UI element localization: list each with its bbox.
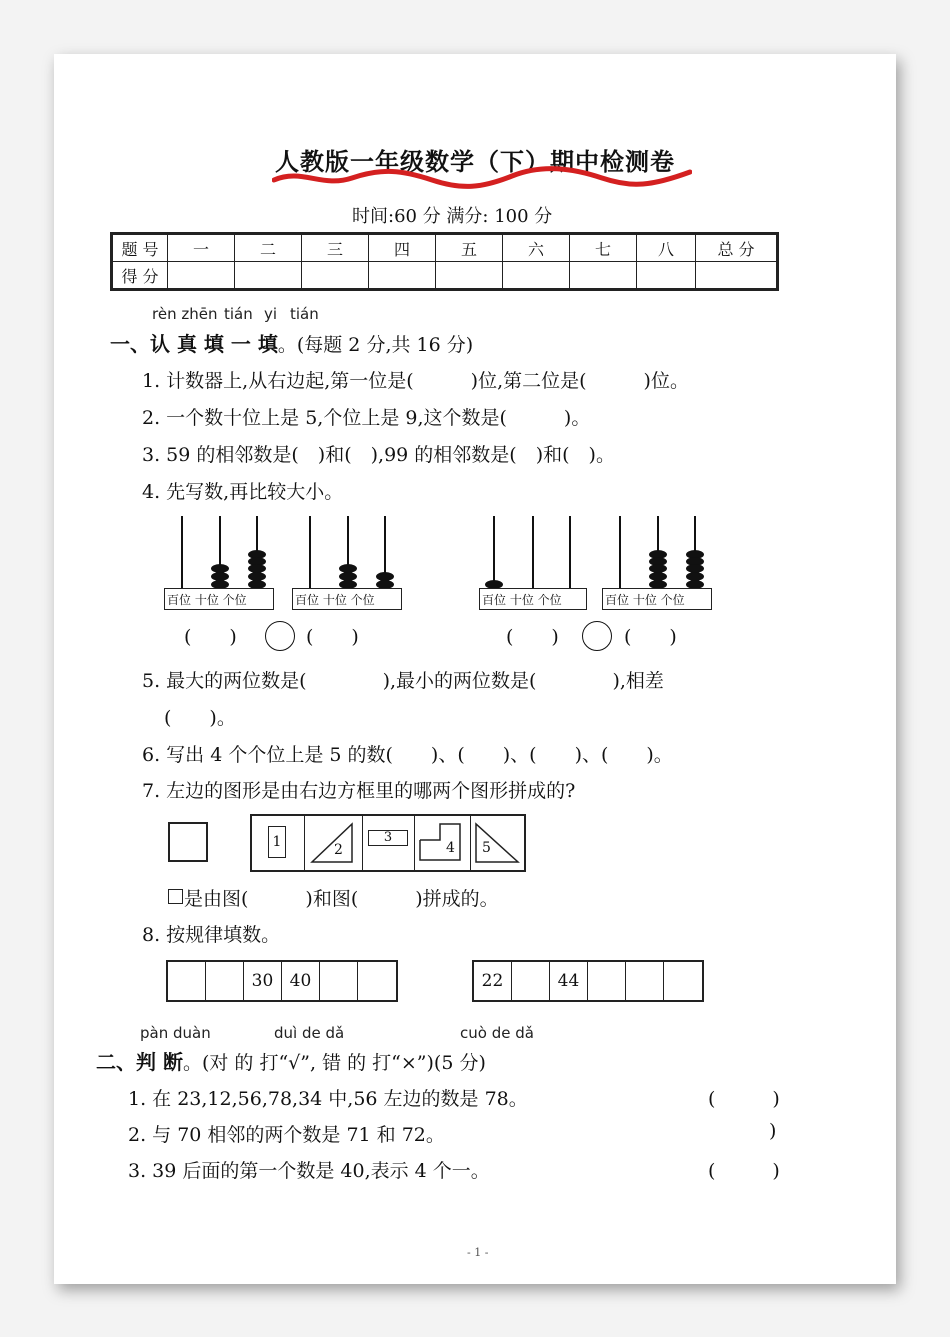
number-sequence-2 xyxy=(472,960,704,1002)
shape-option-2[interactable] xyxy=(304,816,363,870)
score-header-cell: 三 xyxy=(302,234,369,262)
pinyin-tian: tián xyxy=(224,305,253,323)
exam-info: 时间:60 分 满分: 100 分 xyxy=(352,206,553,227)
score-header-cell: 七 xyxy=(570,234,637,262)
shape-option-1[interactable] xyxy=(252,816,305,870)
page-number: - 1 - xyxy=(467,1246,489,1259)
score-header-cell: 二 xyxy=(235,234,302,262)
sequence-cell[interactable] xyxy=(168,962,206,1000)
question-7: 7. 左边的图形是由右边方框里的哪两个图形拼成的? xyxy=(142,780,576,802)
sequence-cell[interactable] xyxy=(588,962,626,1000)
question-5: 5. 最大的两位数是( ),最小的两位数是( ),相差 xyxy=(142,670,664,692)
score-input-cell[interactable] xyxy=(235,262,302,290)
score-input-cell[interactable] xyxy=(696,262,778,290)
pinyin-panduan: pàn duàn xyxy=(140,1024,211,1042)
pinyin-renzhen: rèn zhēn xyxy=(152,305,218,323)
section1-points: 。(每题 2 分,共 16 分) xyxy=(277,334,474,356)
abacus-place-labels: 百位 十位 个位 xyxy=(479,588,587,610)
judge-item-3: 3. 39 后面的第一个数是 40,表示 4 个一。 xyxy=(128,1160,490,1182)
score-input-cell[interactable] xyxy=(302,262,369,290)
sequence-cell: 44 xyxy=(550,962,588,1000)
section1-title: 一、认 真 填 一 填 xyxy=(110,332,278,356)
score-table-score-row xyxy=(112,262,778,290)
question-3: 3. 59 的相邻数是( )和( ),99 的相邻数是( )和( )。 xyxy=(142,444,615,466)
triangle-shape xyxy=(470,816,524,870)
judge-item-2: 2. 与 70 相邻的两个数是 71 和 72。 xyxy=(128,1124,445,1146)
score-header-cell: 六 xyxy=(503,234,570,262)
score-header-cell: 四 xyxy=(369,234,436,262)
sequence-cell[interactable] xyxy=(320,962,358,1000)
pinyin-yi: yi xyxy=(264,305,278,323)
judge-answer-blank[interactable]: ( ) xyxy=(708,1160,780,1182)
shape-number: 2 xyxy=(334,842,343,858)
score-input-cell[interactable] xyxy=(570,262,637,290)
compare-blank[interactable]: ( ) xyxy=(624,626,677,648)
question-4: 4. 先写数,再比较大小。 xyxy=(142,481,344,503)
sequence-cell[interactable] xyxy=(206,962,244,1000)
question-8: 8. 按规律填数。 xyxy=(142,924,281,946)
judge-answer-blank[interactable]: ( ) xyxy=(708,1088,780,1110)
abacus-place-labels: 百位 十位 个位 xyxy=(292,588,402,610)
score-header-cell: 总 分 xyxy=(696,234,778,262)
compare-blank[interactable]: ( ) xyxy=(306,626,359,648)
score-input-cell[interactable] xyxy=(168,262,235,290)
score-header-cell: 一 xyxy=(168,234,235,262)
question-7-answer: 是由图( )和图( )拼成的。 xyxy=(184,888,499,910)
abacus-1 xyxy=(164,516,292,612)
page-title: 人教版一年级数学（下）期中检测卷 xyxy=(275,148,675,176)
target-square-shape xyxy=(168,822,208,862)
shape-number: 5 xyxy=(482,840,491,856)
score-header-cell: 八 xyxy=(637,234,696,262)
question-2: 2. 一个数十位上是 5,个位上是 9,这个数是( )。 xyxy=(142,407,591,429)
judge-answer-blank[interactable]: ) xyxy=(769,1120,777,1142)
score-header-cell: 题 号 xyxy=(112,234,168,262)
compare-blank[interactable]: ( ) xyxy=(184,626,237,648)
sequence-cell[interactable] xyxy=(512,962,550,1000)
shape-option-5[interactable] xyxy=(470,816,524,870)
sequence-cell: 40 xyxy=(282,962,320,1000)
score-table xyxy=(110,232,779,291)
sequence-cell: 30 xyxy=(244,962,282,1000)
abacus-place-labels: 百位 十位 个位 xyxy=(164,588,274,610)
score-header-cell: 五 xyxy=(436,234,503,262)
compare-circle[interactable] xyxy=(582,621,612,651)
score-input-cell[interactable] xyxy=(637,262,696,290)
question-1: 1. 计数器上,从右边起,第一位是( )位,第二位是( )位。 xyxy=(142,370,689,392)
compare-circle[interactable] xyxy=(265,621,295,651)
pinyin-cuodeda: cuò de dǎ xyxy=(460,1024,534,1042)
shape-number: 3 xyxy=(368,830,408,846)
shape-option-3[interactable] xyxy=(362,816,415,870)
shape-number: 4 xyxy=(446,840,455,856)
section2-title: 二、判 断 xyxy=(96,1050,183,1074)
pinyin-duidedа: duì de dǎ xyxy=(274,1024,345,1042)
square-symbol-icon xyxy=(168,889,183,904)
score-input-cell[interactable] xyxy=(436,262,503,290)
abacus-4 xyxy=(602,516,730,612)
abacus-3 xyxy=(479,516,607,612)
sequence-cell: 22 xyxy=(474,962,512,1000)
shape-number: 1 xyxy=(268,826,286,858)
abacus-2 xyxy=(292,516,420,612)
title-underline-decoration xyxy=(272,166,692,190)
judge-item-1: 1. 在 23,12,56,78,34 中,56 左边的数是 78。 xyxy=(128,1088,528,1110)
score-input-cell[interactable] xyxy=(369,262,436,290)
section2-heading xyxy=(96,1046,486,1075)
compare-blank[interactable]: ( ) xyxy=(506,626,559,648)
question-5-continued: ( )。 xyxy=(164,707,236,729)
sequence-cell[interactable] xyxy=(664,962,702,1000)
score-table-header-row xyxy=(112,234,778,262)
sequence-cell[interactable] xyxy=(626,962,664,1000)
sequence-cell[interactable] xyxy=(358,962,396,1000)
question-6: 6. 写出 4 个个位上是 5 的数( )、( )、( )、( )。 xyxy=(142,744,673,766)
section2-points: 。(对 的 打“√”, 错 的 打“×”)(5 分) xyxy=(182,1052,486,1074)
l-shape xyxy=(414,816,470,870)
section1-heading xyxy=(110,328,473,357)
shape-options-frame xyxy=(250,814,526,872)
score-row-label: 得 分 xyxy=(112,262,168,290)
number-sequence-1 xyxy=(166,960,398,1002)
abacus-place-labels: 百位 十位 个位 xyxy=(602,588,712,610)
score-input-cell[interactable] xyxy=(503,262,570,290)
worksheet-page xyxy=(54,54,896,1284)
shape-option-4[interactable] xyxy=(414,816,471,870)
triangle-shape xyxy=(304,816,362,870)
pinyin-tian: tián xyxy=(290,305,319,323)
